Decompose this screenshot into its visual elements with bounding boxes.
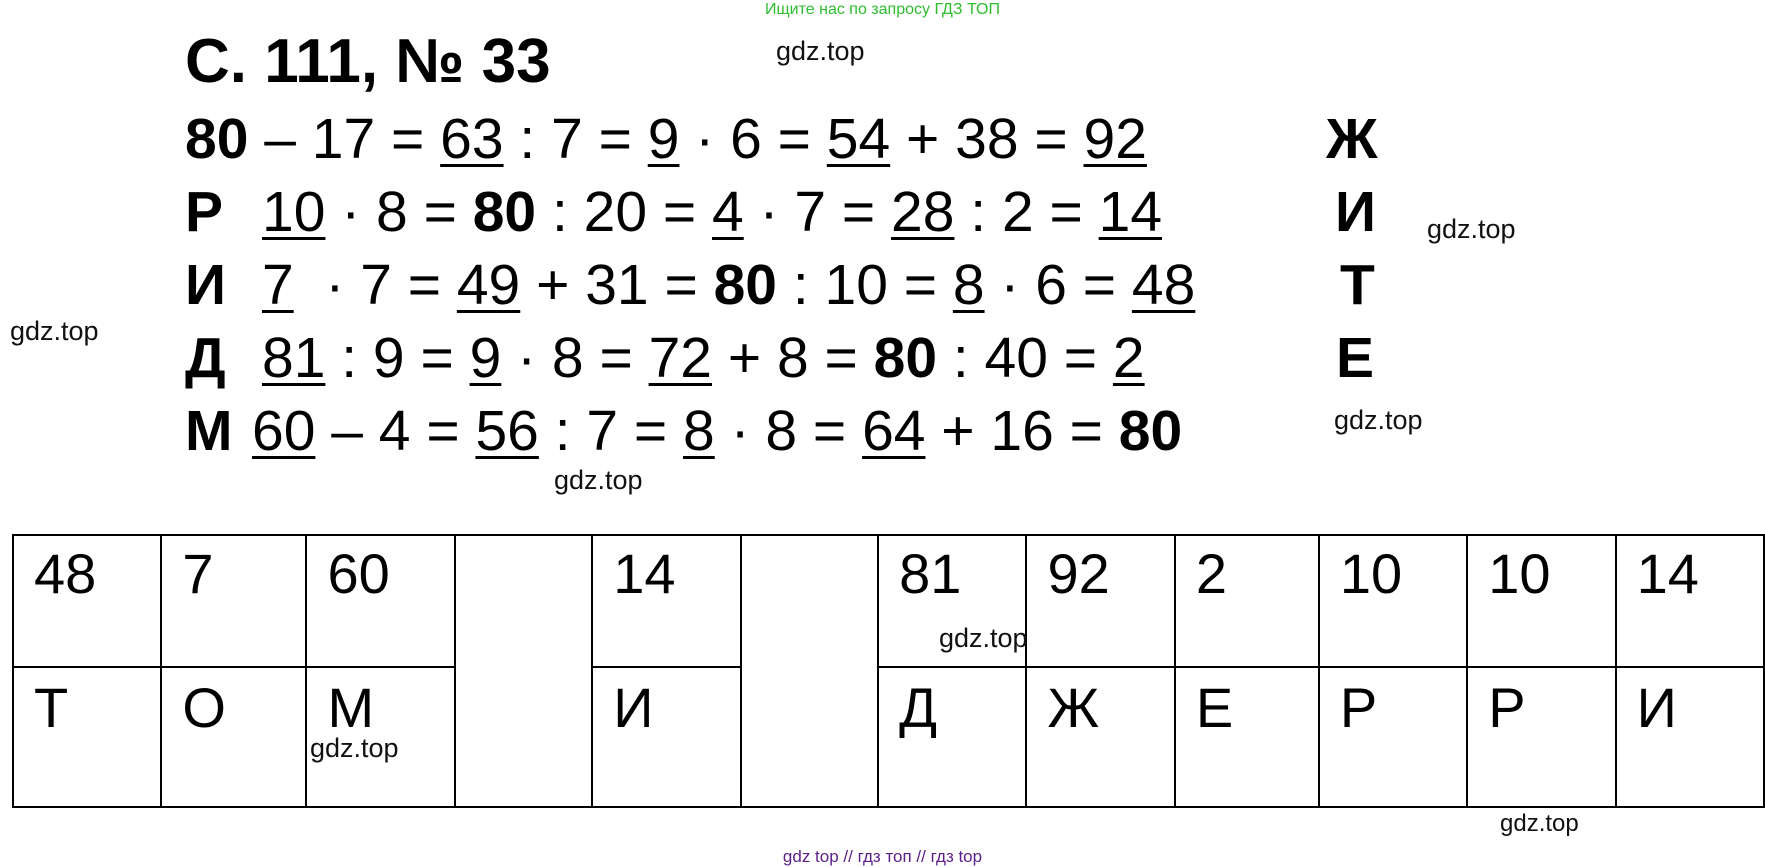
answer-value: 49 <box>456 253 521 317</box>
equation-line <box>262 323 1145 393</box>
equation-letter-right: Е <box>1336 326 1375 390</box>
key-value: 80 <box>713 253 777 317</box>
blank-cell <box>741 535 878 807</box>
equation-text: – 4 = <box>315 399 476 463</box>
blank-cell <box>455 535 592 807</box>
watermark: gdz.top <box>554 465 643 495</box>
letter-cell: И <box>1616 667 1764 807</box>
letter-cell: Е <box>1175 667 1319 807</box>
answer-value: 72 <box>648 326 713 390</box>
answer-value: 63 <box>440 107 504 171</box>
answer-value: 48 <box>1131 253 1196 317</box>
letter-cell: Р <box>1467 667 1615 807</box>
equation-line <box>262 250 1195 320</box>
equation-text: · 7 = <box>743 180 892 244</box>
equation-text: · 7 = <box>293 253 457 317</box>
letter-cell: О <box>161 667 306 807</box>
number-cell: 14 <box>592 535 740 667</box>
answer-value: 56 <box>475 399 539 463</box>
letters-row <box>13 667 1764 807</box>
letter-cell: Ж <box>1026 667 1174 807</box>
equation-text: · 8 = <box>714 399 863 463</box>
answer-value: 60 <box>252 399 316 463</box>
letter-cell: М <box>306 667 454 807</box>
answer-value: 7 <box>262 253 294 317</box>
numbers-row <box>13 535 1764 667</box>
number-cell: 10 <box>1319 535 1467 667</box>
equation-text: + 8 = <box>712 326 874 390</box>
number-cell: 14 <box>1616 535 1764 667</box>
letter-cell: Т <box>13 667 161 807</box>
answer-value: 28 <box>891 180 955 244</box>
watermark: gdz.top <box>939 623 1028 653</box>
key-value: 80 <box>472 180 537 244</box>
answer-value: 10 <box>262 180 326 244</box>
equation-text: : 7 = <box>538 399 684 463</box>
search-banner: Ищите нас по запросу ГДЗ ТОП <box>765 1 1000 18</box>
key-value: 80 <box>185 107 249 171</box>
number-cell: 92 <box>1026 535 1174 667</box>
answer-value: 9 <box>647 107 680 171</box>
equation-letter-right: Ж <box>1326 107 1378 171</box>
watermark: gdz.top <box>10 316 99 346</box>
equation-text: – 17 = <box>248 107 441 171</box>
watermark: gdz.top <box>1500 810 1579 837</box>
number-cell: 2 <box>1175 535 1319 667</box>
watermark: gdz.top <box>1427 214 1516 244</box>
answer-value: 8 <box>683 399 715 463</box>
answer-value: 2 <box>1112 326 1145 390</box>
answer-table <box>12 534 1765 808</box>
equation-text: : 40 = <box>937 326 1113 390</box>
number-cell: 81 <box>878 535 1026 667</box>
equation-line <box>252 396 1182 466</box>
key-value: 80 <box>873 326 938 390</box>
number-cell: 60 <box>306 535 454 667</box>
answer-value: 9 <box>469 326 502 390</box>
equation-letter-left: И <box>185 253 226 317</box>
equation-line <box>185 104 1147 174</box>
equation-letter-left: Р <box>185 180 224 244</box>
equation-text: · 8 = <box>501 326 649 390</box>
watermark: gdz.top <box>1334 405 1423 435</box>
number-cell: 10 <box>1467 535 1615 667</box>
footer-links: gdz top // гдз топ // гдз top <box>782 847 983 866</box>
equation-letter-left: М <box>185 399 233 463</box>
watermark: gdz.top <box>776 36 865 66</box>
equation-letter-right: И <box>1335 180 1376 244</box>
page-title: С. 111, № 33 <box>185 27 551 96</box>
answer-value: 54 <box>826 107 891 171</box>
equation-text: · 6 = <box>984 253 1132 317</box>
answer-value: 8 <box>952 253 985 317</box>
equation-text: : 20 = <box>536 180 713 244</box>
equation-text: : 2 = <box>954 180 1099 244</box>
answer-value: 92 <box>1083 107 1147 171</box>
letter-cell: Д <box>878 667 1026 807</box>
equation-text: : 7 = <box>503 107 648 171</box>
answer-value: 81 <box>262 326 326 390</box>
equation-text: · 8 = <box>325 180 473 244</box>
answer-value: 64 <box>862 399 926 463</box>
equation-text: · 6 = <box>679 107 827 171</box>
number-cell: 7 <box>161 535 306 667</box>
letter-cell: И <box>592 667 740 807</box>
equation-text: + 31 = <box>520 253 714 317</box>
key-value: 80 <box>1118 399 1183 463</box>
equation-letter-left: Д <box>185 326 226 390</box>
watermark: gdz.top <box>310 733 399 763</box>
equation-letter-right: Т <box>1340 253 1375 317</box>
equation-text: : 10 = <box>777 253 953 317</box>
equation-text: + 16 = <box>925 399 1119 463</box>
answer-value: 4 <box>712 180 744 244</box>
equation-text: + 38 = <box>890 107 1084 171</box>
equation-text: : 9 = <box>325 326 470 390</box>
number-cell: 48 <box>13 535 161 667</box>
answer-value: 14 <box>1098 180 1163 244</box>
equation-line <box>262 177 1162 247</box>
letter-cell: Р <box>1319 667 1467 807</box>
